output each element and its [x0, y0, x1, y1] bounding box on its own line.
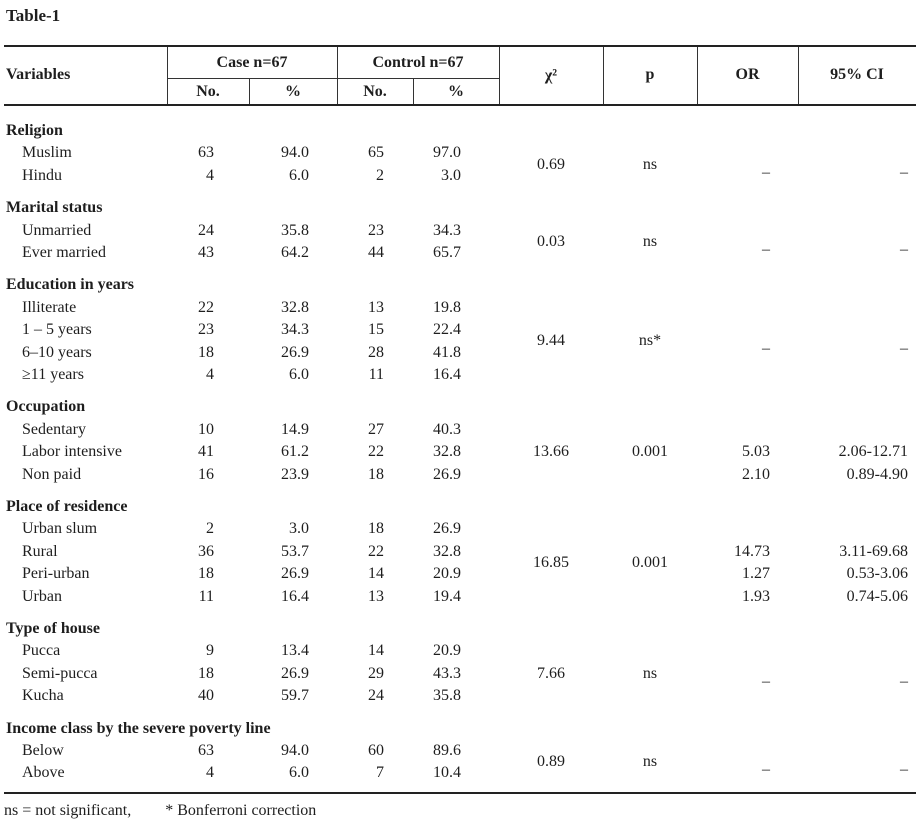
ci-value: –	[900, 340, 908, 358]
case-pct: 3.0	[289, 520, 309, 538]
row-label: Labor intensive	[22, 443, 122, 461]
case-pct: 34.3	[281, 321, 309, 339]
row-label: Sedentary	[22, 420, 86, 438]
control-pct: 26.9	[433, 520, 461, 538]
case-no: 24	[198, 221, 214, 239]
or-value: –	[762, 340, 770, 358]
p-value: ns	[642, 155, 658, 173]
chi-square-value: 13.66	[533, 443, 569, 461]
row-label: Non paid	[22, 465, 82, 483]
row-label: Rural	[22, 542, 58, 560]
control-no: 27	[368, 420, 384, 438]
or-value: 14.73	[734, 542, 770, 560]
or-value: 5.03	[742, 443, 770, 461]
control-no: 28	[368, 343, 384, 361]
or-value: 2.10	[742, 465, 770, 483]
case-pct: 13.4	[281, 642, 309, 660]
row-label: Above	[22, 764, 65, 782]
case-pct: 14.9	[281, 420, 309, 438]
row-label: Kucha	[22, 687, 64, 705]
p-value: ns	[642, 664, 658, 682]
control-no: 44	[368, 244, 384, 261]
ci-value: –	[900, 672, 908, 690]
header-control: Control n=67	[372, 54, 464, 71]
control-pct: 97.0	[433, 144, 461, 162]
row-label: Pucca	[22, 642, 61, 660]
control-no: 11	[368, 366, 384, 383]
case-no: 40	[198, 687, 214, 705]
header-p: p	[645, 66, 655, 83]
case-no: 63	[198, 144, 214, 162]
control-pct: 32.8	[433, 542, 461, 560]
row-label: Hindu	[22, 166, 62, 184]
case-no: 22	[198, 298, 214, 316]
ci-value: –	[900, 761, 908, 779]
case-no: 23	[198, 321, 214, 339]
header-subrule	[167, 78, 337, 79]
control-no: 14	[368, 565, 384, 583]
case-no: 41	[198, 443, 214, 461]
control-pct: 19.8	[433, 298, 461, 316]
group-title: Religion	[6, 122, 63, 139]
or-value: –	[762, 672, 770, 690]
ci-value: –	[900, 163, 908, 181]
case-pct: 61.2	[281, 443, 309, 461]
case-no: 36	[198, 542, 214, 560]
row-label: Illiterate	[22, 298, 77, 316]
chi-square-value: 16.85	[533, 554, 569, 571]
or-value: 1.93	[742, 587, 770, 605]
case-pct: 94.0	[281, 144, 309, 162]
chi-square-value: 0.03	[537, 232, 565, 250]
case-pct: 6.0	[289, 166, 309, 184]
control-no: 14	[368, 642, 384, 660]
case-pct: 94.0	[281, 742, 309, 759]
case-pct: 6.0	[289, 366, 309, 383]
p-value: 0.001	[632, 443, 668, 461]
header-ci: 95% CI	[830, 66, 884, 83]
case-no: 11	[198, 587, 214, 605]
or-value: 1.27	[742, 565, 770, 583]
group-title: Occupation	[6, 398, 86, 416]
control-pct: 26.9	[433, 465, 461, 483]
chi-square-value: 0.69	[537, 155, 565, 173]
case-pct: 6.0	[289, 764, 309, 782]
chi-square-value: 0.89	[537, 753, 565, 771]
case-pct: 16.4	[281, 587, 309, 605]
or-value: –	[762, 163, 770, 181]
row-label: Unmarried	[22, 221, 92, 239]
group-title: Income class by the severe poverty line	[6, 719, 271, 737]
ci-value: –	[900, 240, 908, 258]
or-value: –	[762, 761, 770, 779]
case-no: 18	[198, 565, 214, 583]
control-no: 24	[368, 687, 384, 705]
row-label: Below	[22, 742, 64, 759]
ci-value: 0.53-3.06	[846, 565, 908, 583]
footnote-bonferroni: * Bonferroni correction	[165, 802, 317, 819]
top-rule	[4, 45, 916, 47]
header-case: Case n=67	[216, 54, 288, 71]
ci-value: 0.89-4.90	[846, 465, 908, 483]
header-subrule	[337, 78, 499, 79]
case-pct: 26.9	[281, 343, 309, 361]
header-or: OR	[735, 66, 760, 83]
control-pct: 32.8	[433, 443, 461, 461]
control-no: 13	[368, 298, 384, 316]
footnote-ns: ns = not significant,	[4, 802, 132, 819]
case-no: 2	[206, 520, 214, 538]
case-pct: 32.8	[281, 298, 309, 316]
table-bottom-rule	[4, 792, 916, 794]
header-case-pct: %	[285, 83, 301, 100]
control-no: 65	[368, 144, 384, 162]
group-title: Type of house	[6, 620, 100, 637]
case-pct: 59.7	[281, 687, 309, 705]
control-pct: 22.4	[433, 321, 461, 339]
p-value: 0.001	[632, 554, 668, 571]
row-label: Urban	[22, 587, 62, 605]
control-no: 60	[368, 742, 384, 759]
case-pct: 35.8	[281, 221, 309, 239]
control-no: 29	[368, 664, 384, 682]
control-no: 7	[376, 764, 384, 782]
control-pct: 19.4	[433, 587, 461, 605]
control-pct: 10.4	[433, 764, 461, 782]
group-title: Marital status	[6, 199, 103, 217]
ci-value: 0.74-5.06	[846, 587, 908, 605]
control-pct: 34.3	[433, 221, 461, 239]
header-chi-square: χ²	[544, 67, 558, 84]
row-label: ≥11 years	[22, 366, 84, 383]
header-variables: Variables	[6, 66, 71, 83]
control-no: 2	[376, 166, 384, 184]
control-pct: 89.6	[433, 742, 461, 759]
case-no: 18	[198, 343, 214, 361]
case-no: 4	[206, 366, 214, 383]
case-pct: 64.2	[281, 244, 309, 261]
row-label: Semi-pucca	[22, 664, 98, 682]
control-no: 18	[368, 465, 384, 483]
chi-square-value: 7.66	[537, 664, 565, 682]
chi-square-value: 9.44	[537, 332, 565, 350]
case-pct: 26.9	[281, 664, 309, 682]
case-no: 16	[198, 465, 214, 483]
case-no: 63	[198, 742, 214, 759]
case-no: 10	[198, 420, 214, 438]
case-no: 4	[206, 166, 214, 184]
p-value: ns	[642, 232, 658, 250]
control-no: 15	[368, 321, 384, 339]
case-pct: 26.9	[281, 565, 309, 583]
p-value: ns*	[638, 332, 662, 350]
control-pct: 41.8	[433, 343, 461, 361]
case-pct: 53.7	[281, 542, 309, 560]
row-label: 1 – 5 years	[22, 321, 92, 339]
case-no: 43	[198, 244, 214, 261]
header-case-no: No.	[196, 83, 220, 100]
control-pct: 65.7	[433, 244, 461, 261]
header-bottom-rule	[4, 104, 916, 106]
group-title: Education in years	[6, 276, 135, 294]
control-pct: 20.9	[433, 642, 461, 660]
p-value: ns	[642, 753, 658, 771]
control-pct: 43.3	[433, 664, 461, 682]
row-label: Urban slum	[22, 520, 98, 538]
header-control-no: No.	[363, 83, 387, 100]
control-no: 13	[368, 587, 384, 605]
control-no: 22	[368, 542, 384, 560]
table-title: Table-1	[6, 6, 61, 25]
case-pct: 23.9	[281, 465, 309, 483]
header-control-pct: %	[448, 83, 464, 100]
control-pct: 35.8	[433, 687, 461, 705]
case-no: 9	[206, 642, 214, 660]
case-no: 4	[206, 764, 214, 782]
ci-value: 2.06-12.71	[838, 443, 908, 461]
or-value: –	[762, 240, 770, 258]
table-footnote	[4, 802, 316, 820]
row-label: Peri-urban	[22, 565, 90, 583]
control-pct: 20.9	[433, 565, 461, 583]
group-title: Place of residence	[6, 498, 128, 515]
control-no: 23	[368, 221, 384, 239]
control-no: 18	[368, 520, 384, 538]
case-no: 18	[198, 664, 214, 682]
ci-value: 3.11-69.68	[839, 542, 908, 560]
row-label: Ever married	[22, 244, 106, 261]
row-label: Muslim	[22, 144, 72, 162]
control-no: 22	[368, 443, 384, 461]
control-pct: 16.4	[433, 366, 461, 383]
control-pct: 3.0	[441, 166, 461, 184]
row-label: 6–10 years	[22, 343, 92, 361]
control-pct: 40.3	[433, 420, 461, 438]
